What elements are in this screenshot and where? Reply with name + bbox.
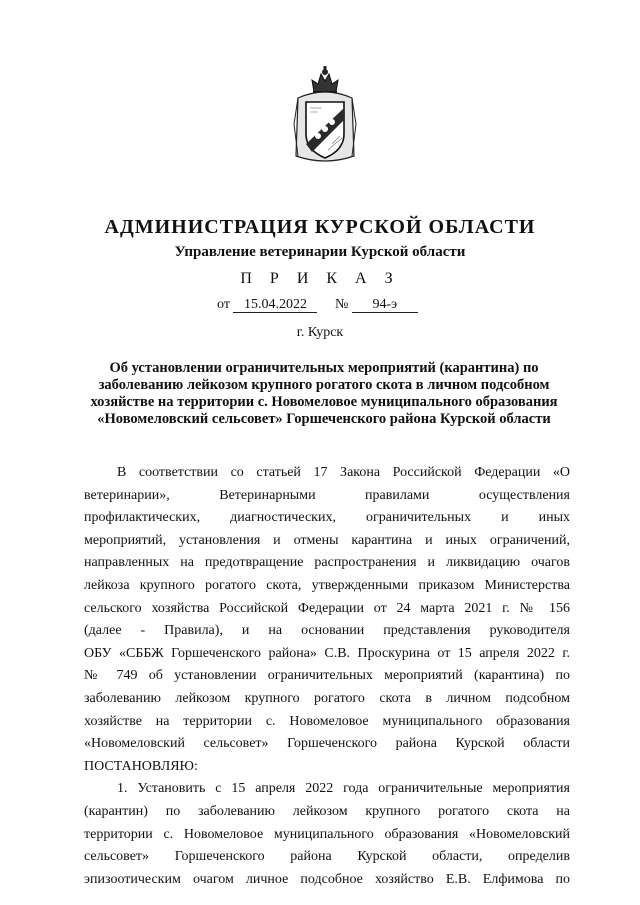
body-line: ветеринарии», Ветеринарными правилами осуществления xyxy=(84,487,570,503)
body-line: ОБУ «СББЖ Горшеченского района» С.В. Проскурина от 15 апреля 2022 г. xyxy=(84,645,570,661)
order-subject xyxy=(84,360,564,428)
body-line: хозяйстве на территории с. Новомеловое муниципального образования xyxy=(84,713,570,729)
body-line: направленных на предотвращение распространения и ликвидацию очагов xyxy=(84,555,570,571)
body-line: эпизоотическим очагом личное подсобное хозяйство Е.В. Елфимова по xyxy=(84,871,570,887)
subject-line: «Новомеловский сельсовет» Горшеченского района Курской области xyxy=(97,411,551,427)
organization-title: АДМИНИСТРАЦИЯ КУРСКОЙ ОБЛАСТИ xyxy=(104,216,536,238)
document-type-heading: П Р И К А З xyxy=(240,270,400,287)
body-line: ПОСТАНОВЛЯЮ: xyxy=(84,758,198,774)
body-line: мероприятий, установления и отмены карантина и иных ограничений, xyxy=(84,532,570,548)
number-prefix: № xyxy=(334,297,349,312)
subject-line: заболеванию лейкозом крупного рогатого скота в личном подсобном xyxy=(98,377,550,393)
body-line: профилактических, диагностических, ограничительных и иных xyxy=(84,510,570,526)
subject-line: хозяйстве на территории с. Новомеловое муниципального образования xyxy=(90,394,558,410)
body-line: № 749 об установлении ограничительных мероприятий (карантина) по xyxy=(84,668,570,684)
body-line: лейкоза крупного рогатого скота, утвержденными приказом Министерства xyxy=(84,577,570,593)
body-line: «Новомеловский сельсовет» Горшеченского района Курской области xyxy=(84,736,570,752)
date-prefix: от xyxy=(217,297,230,312)
body-line: сельсовет» Горшеченского района Курской области, определив xyxy=(84,849,570,865)
body-line: территории с. Новомеловое муниципального образования «Новомеловский xyxy=(84,826,570,842)
department-title: Управление ветеринарии Курской области xyxy=(174,244,466,260)
order-number: 94-э xyxy=(352,297,418,313)
body-line: (далее - Правила), и на основании представления руководителя xyxy=(84,623,570,639)
body-line: (карантин) по заболеванию лейкозом крупного рогатого скота на xyxy=(84,803,570,819)
body-line: заболеванию лейкозом крупного рогатого скота в личном подсобном xyxy=(84,690,570,706)
body-line: В соответствии со статьей 17 Закона Российской Федерации «О xyxy=(117,465,570,480)
subject-line: Об установлении ограничительных мероприятий (карантина) по xyxy=(109,360,539,376)
order-body xyxy=(84,462,570,891)
body-line: 1. Установить с 15 апреля 2022 года ограничительные мероприятия xyxy=(117,781,570,797)
coat-of-arms-emblem xyxy=(292,64,358,168)
date-number-line xyxy=(217,297,418,313)
city-line: г. Курск xyxy=(296,325,344,340)
body-line: сельского хозяйства Российской Федерации от 24 марта 2021 г. № 156 xyxy=(84,600,570,616)
order-date: 15.04.2022 xyxy=(233,297,317,313)
